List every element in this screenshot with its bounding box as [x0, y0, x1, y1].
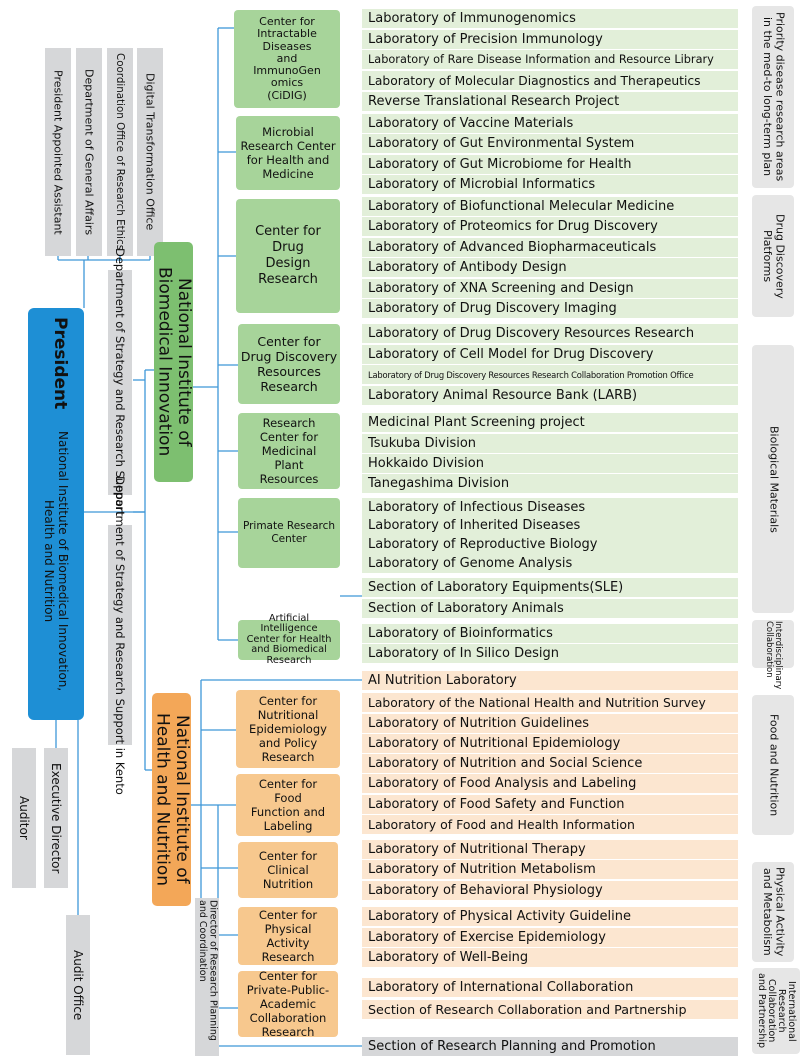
lab-item: Section of Laboratory Animals	[362, 599, 738, 618]
center-private-public-academic: Center for Private-Public- Academic Collaboration Research	[238, 971, 338, 1037]
area-label: Food and Nutrition	[767, 713, 781, 817]
area-label: Drug Discovery Platforms	[761, 213, 787, 299]
office-general-affairs	[76, 48, 102, 256]
lab-item: Section of Laboratory Equipments(SLE)	[362, 578, 738, 597]
lab-item: Laboratory of XNA Screening and Design	[362, 279, 738, 298]
president-subtitle: National Institute of Biomedical Innovation, Health and Nutrition	[42, 431, 70, 692]
lab-item: Laboratory of Proteomics for Drug Discovery	[362, 217, 738, 236]
lab-item: Laboratory of In Silico Design	[362, 644, 738, 663]
lab-item: Laboratory of Rare Disease Information and Resource Library	[362, 50, 738, 69]
lab-item: Laboratory of Gut Environmental System	[362, 134, 738, 153]
center-drug-design: Center for Drug Design Research	[236, 199, 340, 313]
lab-item: Laboratory of Biofunctional Melecular Medicine	[362, 197, 738, 216]
lab-item: Reverse Translational Research Project	[362, 92, 738, 111]
lab-item: Medicinal Plant Screening project	[362, 413, 738, 432]
lab-item: Laboratory of Nutrition and Social Science	[362, 754, 738, 773]
lab-item: Section of Research Collaboration and Partnership	[362, 1000, 738, 1019]
lab-item: Laboratory of Vaccine Materials	[362, 114, 738, 133]
center-medicinal-plants: Research Center for Medicinal Plant Resources	[238, 413, 340, 489]
office-research-ethics	[107, 48, 133, 256]
institute-label: National Institute of Health and Nutrition	[152, 712, 193, 887]
area-label: Interdisciplinary Collaboration	[764, 621, 783, 690]
lab-item: Laboratory of Immunogenomics	[362, 9, 738, 28]
area-interdisciplinary	[752, 620, 794, 690]
lab-item: Laboratory of Nutritional Epidemiology	[362, 734, 738, 753]
area-label: International Research Collaboration and Partnership	[756, 973, 797, 1049]
center-clinical-nutrition: Center for Clinical Nutrition	[238, 842, 338, 898]
lab-item: Laboratory of Microbial Informatics	[362, 175, 738, 194]
lab-item: Laboratory of Advanced Biopharmaceuticals	[362, 238, 738, 257]
office-label: Executive Director	[49, 762, 63, 874]
lab-item: Hokkaido Division	[362, 454, 738, 473]
office-label: Digital Transformation Office	[143, 73, 157, 231]
lab-item: Tanegashima Division	[362, 474, 738, 493]
office-president-appointed-assistant	[45, 48, 71, 256]
center-drug-discovery-resources: Center for Drug Discovery Resources Research	[238, 324, 340, 404]
lab-item: Laboratory of Drug Discovery Resources Research Collaboration Promotion Office	[362, 365, 738, 384]
center-cidig: Center for Intractable Diseases and ImmunoGen omics (CiDIG)	[234, 10, 340, 108]
lab-item: Laboratory of Cell Model for Drug Discovery	[362, 345, 738, 364]
lab-item: Laboratory of Nutrition Metabolism	[362, 860, 738, 879]
institute-nihn	[152, 693, 191, 906]
lab-item: Laboratory of Inherited Diseases	[362, 516, 738, 535]
president-title: President	[50, 316, 70, 410]
dept-strategy-research-support-kento	[108, 475, 132, 795]
lab-item: Laboratory of Molecular Diagnostics and Therapeutics	[362, 71, 738, 90]
office-digital-transformation	[137, 48, 163, 256]
area-label: Priority disease research areas in the med-to long-term plan	[761, 12, 787, 182]
center-ai: Artificial Intelligence Center for Health and Biomedical Research	[238, 620, 340, 660]
area-physical-activity	[752, 862, 794, 962]
area-drug-discovery-platforms	[752, 195, 794, 317]
lab-item: Laboratory of Precision Immunology	[362, 30, 738, 49]
office-label: Department of General Affairs	[82, 68, 96, 236]
director-research-planning	[195, 898, 219, 1056]
lab-item: Laboratory of Exercise Epidemiology	[362, 928, 738, 947]
office-auditor	[12, 748, 36, 888]
institute-nibio	[154, 242, 193, 482]
dept-label: Department of Strategy and Research Support	[113, 248, 127, 517]
lab-item: Laboratory of Food Safety and Function	[362, 795, 738, 814]
center-food-function: Center for Food Function and Labeling	[236, 774, 340, 836]
lab-item: Laboratory of Drug Discovery Imaging	[362, 299, 738, 318]
lab-item: Laboratory of the National Health and Nutrition Survey	[362, 693, 738, 712]
lab-item: Laboratory of Bioinformatics	[362, 624, 738, 643]
office-label: Audit Office	[71, 949, 85, 1021]
center-primate: Primate Research Center	[238, 498, 340, 568]
lab-item: AI Nutrition Laboratory	[362, 671, 738, 690]
institute-label: National Institute of Biomedical Innovation	[154, 267, 195, 457]
office-audit	[66, 915, 90, 1055]
lab-item: Laboratory of Reproductive Biology	[362, 535, 738, 554]
president-box	[28, 308, 84, 720]
area-international	[752, 968, 800, 1054]
director-label: Director of Research Planning and Coordination	[197, 900, 219, 1041]
lab-item: Laboratory of Nutritional Therapy	[362, 840, 738, 859]
office-executive-director	[44, 748, 68, 888]
office-label: Auditor	[17, 796, 31, 840]
lab-item: Laboratory of Genome Analysis	[362, 554, 738, 573]
lab-item: Laboratory of Behavioral Physiology	[362, 881, 738, 900]
center-nutritional-epidemiology: Center for Nutritional Epidemiology and Policy Research	[236, 690, 340, 768]
dept-strategy-research-support	[108, 248, 132, 517]
lab-item: Laboratory Animal Resource Bank (LARB)	[362, 386, 738, 405]
lab-item: Laboratory of Food Analysis and Labeling	[362, 774, 738, 793]
lab-item: Tsukuba Division	[362, 434, 738, 453]
office-label: President Appointed Assistant	[51, 69, 65, 235]
area-priority-disease	[752, 6, 794, 188]
lab-item: Laboratory of Physical Activity Guideline	[362, 907, 738, 926]
office-label: Coordination Office of Research Ethics	[114, 53, 126, 251]
section-research-planning: Section of Research Planning and Promotion	[362, 1037, 738, 1056]
area-biological-materials	[752, 345, 794, 613]
area-food-nutrition	[752, 695, 794, 835]
center-microbial: Microbial Research Center for Health and Medicine	[236, 116, 340, 190]
lab-item: Laboratory of Food and Health Information	[362, 815, 738, 834]
area-label: Biological Materials	[767, 425, 781, 533]
dept-label: Department of Strategy and Research Support in Kento	[113, 475, 127, 795]
lab-item: Laboratory of Infectious Diseases	[362, 498, 738, 517]
lab-item: Laboratory of Nutrition Guidelines	[362, 714, 738, 733]
lab-item: Laboratory of Gut Microbiome for Health	[362, 155, 738, 174]
lab-item: Laboratory of International Collaboration	[362, 978, 738, 997]
lab-item: Laboratory of Drug Discovery Resources Research	[362, 324, 738, 343]
lab-item: Laboratory of Antibody Design	[362, 258, 738, 277]
area-label: Physical Activity and Metabolism	[761, 867, 787, 957]
lab-item: Laboratory of Well-Being	[362, 948, 738, 967]
center-physical-activity: Center for Physical Activity Research	[238, 907, 338, 965]
